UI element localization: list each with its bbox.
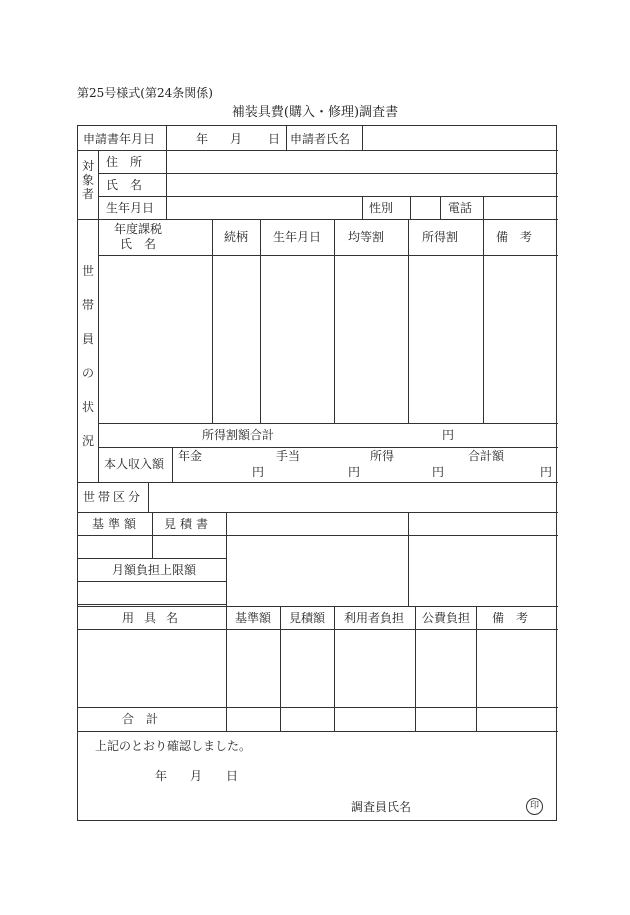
- items-total-label: 合 計: [122, 712, 159, 726]
- item-standard-header: 基準額: [235, 611, 272, 625]
- user-burden-header: 利用者負担: [344, 611, 405, 625]
- col-line: [152, 535, 153, 558]
- subject-label: 対象者: [81, 159, 94, 201]
- col-line: [226, 606, 227, 731]
- row-line: [78, 731, 558, 732]
- row-line: [98, 196, 558, 197]
- form-title: 補装具費(購入・修理)調査書: [231, 105, 399, 120]
- birth-header: 生年月日: [273, 230, 322, 244]
- row-line: [78, 150, 558, 151]
- application-day-label: 日: [268, 132, 281, 146]
- subject-birth-label: 生年月日: [106, 201, 155, 215]
- survey-form: [77, 125, 557, 821]
- col-line: [98, 219, 99, 482]
- row-line: [78, 535, 558, 536]
- row-line: [78, 629, 558, 630]
- confirm-day-label: 日: [226, 769, 239, 783]
- estimate-label: 見積書: [164, 517, 213, 531]
- standard-amount-label: 基準額: [92, 517, 141, 531]
- monthly-limit-label: 月額負担上限額: [112, 563, 197, 577]
- col-line: [408, 512, 409, 606]
- own-income-label: 本人収入額: [104, 457, 165, 471]
- col-line: [260, 219, 261, 423]
- col-line: [280, 606, 281, 731]
- seal-mark: 印: [526, 798, 543, 815]
- item-name-header: 用具名: [122, 611, 189, 625]
- row-line: [98, 423, 558, 424]
- row-line: [78, 604, 226, 605]
- col-line: [362, 196, 363, 219]
- row-line: [78, 707, 558, 708]
- col-line: [410, 196, 411, 219]
- sex-label: 性別: [369, 201, 394, 215]
- col-line: [172, 447, 173, 482]
- col-line: [166, 150, 167, 219]
- col-line: [286, 126, 287, 150]
- confirm-month-label: 月: [190, 769, 203, 783]
- application-date-label: 申請書年月日: [83, 132, 156, 146]
- row-line: [78, 219, 558, 220]
- confirmation-text: 上記のとおり確認しました。: [95, 739, 252, 753]
- row-line: [78, 512, 558, 513]
- row-line: [98, 255, 558, 256]
- col-line: [440, 196, 441, 219]
- row-line: [98, 447, 558, 448]
- col-line: [483, 196, 484, 219]
- allowance-yen: 円: [348, 465, 361, 479]
- income-total-yen: 円: [442, 428, 455, 442]
- member-name-header: 氏 名: [120, 237, 157, 251]
- total-label: 合計額: [468, 449, 505, 463]
- subject-name-label: 氏 名: [106, 178, 143, 192]
- equal-share-header: 均等割: [348, 230, 385, 244]
- col-line: [483, 219, 484, 423]
- relation-header: 続柄: [224, 230, 249, 244]
- allowance-label: 手当: [276, 449, 301, 463]
- col-line: [334, 219, 335, 423]
- item-estimate-header: 見積額: [289, 611, 326, 625]
- col-line: [415, 606, 416, 731]
- col-line: [148, 482, 149, 512]
- pension-yen: 円: [252, 465, 265, 479]
- row-line: [78, 606, 558, 607]
- col-line: [334, 606, 335, 731]
- household-label: 世帯員の状況: [81, 264, 94, 448]
- col-line: [166, 126, 167, 150]
- confirm-year-label: 年: [155, 769, 168, 783]
- phone-label: 電話: [448, 201, 473, 215]
- subject-address-label: 住 所: [106, 155, 143, 169]
- item-remarks-header: 備 考: [492, 611, 529, 625]
- income-label: 所得: [370, 449, 395, 463]
- row-line: [78, 581, 226, 582]
- pension-label: 年金: [178, 449, 203, 463]
- col-line: [152, 512, 153, 535]
- row-line: [78, 558, 226, 559]
- col-line: [362, 126, 363, 150]
- income-yen: 円: [432, 465, 445, 479]
- year-tax-header: 年度課税: [114, 222, 163, 236]
- col-line: [98, 150, 99, 219]
- col-line: [476, 606, 477, 731]
- applicant-name-label: 申請者氏名: [290, 132, 351, 146]
- row-line: [98, 173, 558, 174]
- household-remarks-header: 備 考: [496, 230, 533, 244]
- household-class-label: 世帯区分: [83, 490, 144, 504]
- col-line: [226, 512, 227, 606]
- income-total-label: 所得割額合計: [202, 428, 275, 442]
- investigator-name-label: 調査員氏名: [351, 800, 412, 814]
- col-line: [212, 219, 213, 423]
- form-number: 第25号様式(第24条関係): [77, 86, 213, 100]
- income-share-header: 所得割: [422, 230, 459, 244]
- col-line: [408, 219, 409, 423]
- application-year-label: 年: [196, 132, 209, 146]
- row-line: [78, 482, 558, 483]
- application-month-label: 月: [230, 132, 243, 146]
- total-yen: 円: [540, 465, 553, 479]
- public-burden-header: 公費負担: [422, 611, 471, 625]
